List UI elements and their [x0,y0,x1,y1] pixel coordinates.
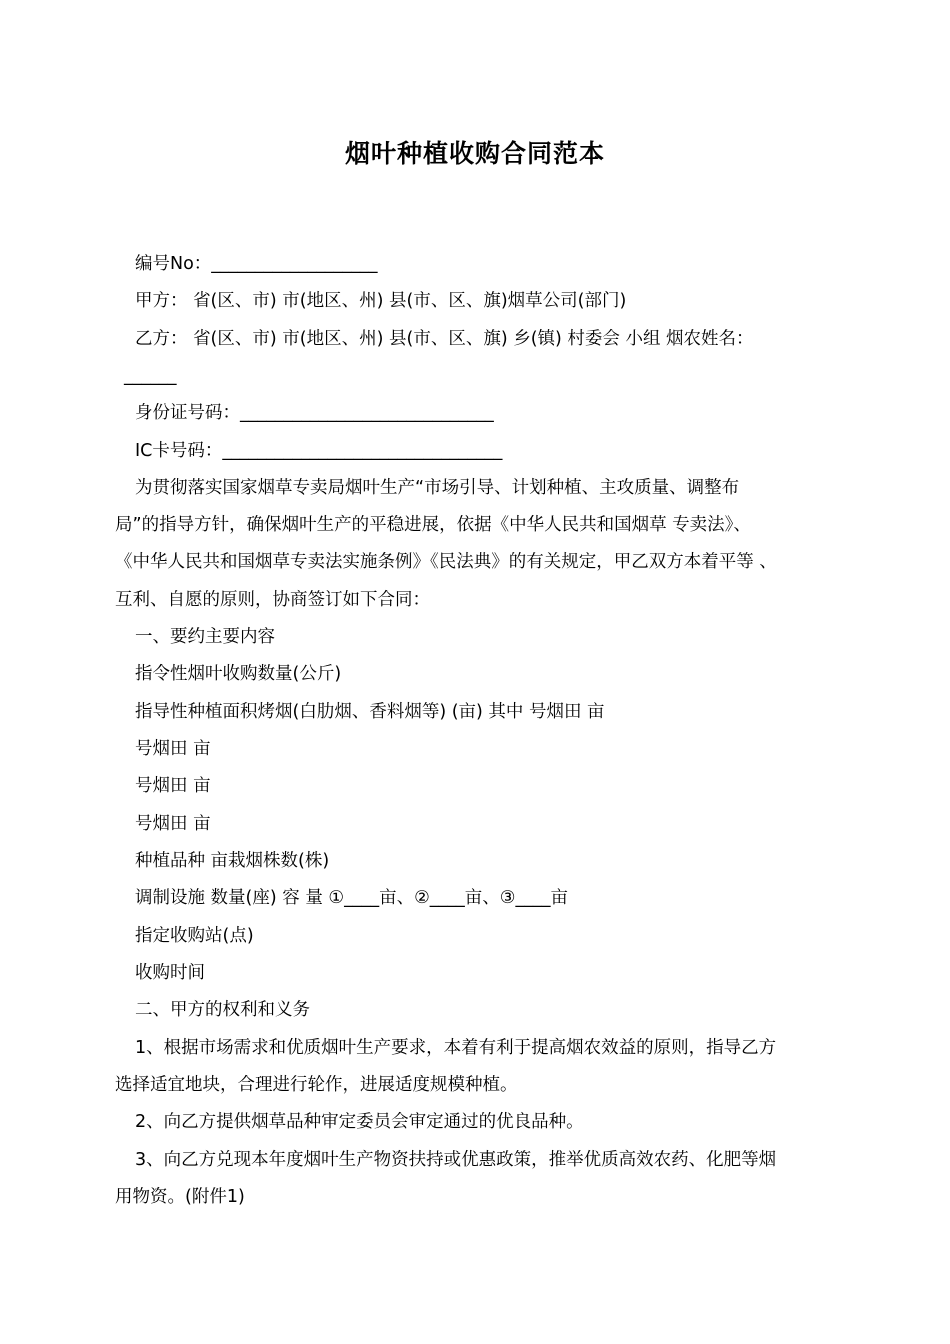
section-heading-2: 二、甲方的权利和义务 [135,1000,310,1020]
offer-item: 号烟田 亩 [135,814,211,834]
preamble-line-3: 《中华人民共和国烟草专卖法实施条例》《民法典》的有关规定，甲乙双方本着平等 、 [115,552,777,572]
offer-item: 指定收购站(点) [135,926,254,946]
party-b-line: 乙方： 省(区、市) 市(地区、州) 县(市、区、旗) 乡(镇) 村委会 小组 烟农姓名： [135,329,754,349]
ic-card-line: IC卡号码：________________________________ [135,441,503,461]
offer-item: 调制设施 数量(座) 容 量 ①____亩、②____亩、③____亩 [135,888,568,908]
offer-item: 号烟田 亩 [135,776,211,796]
document-title: 烟叶种植收购合同范本 [344,139,605,168]
preamble-line-4: 互利、自愿的原则，协商签订如下合同： [115,590,430,610]
clause-3-line-2: 用物资。(附件1) [115,1187,245,1207]
offer-item: 指令性烟叶收购数量(公斤) [135,664,342,684]
party-b-name-blank: ______ [124,366,177,386]
clause-1-line-2: 选择适宜地块，合理进行轮作，进展适度规模种植。 [115,1075,518,1095]
preamble-line-2: 局”的指导方针，确保烟叶生产的平稳进展，依据《中华人民共和国烟草 专卖法》、 [115,515,751,535]
clause-1-line-1: 1、根据市场需求和优质烟叶生产要求，本着有利于提高烟农效益的原则，指导乙方 [135,1038,777,1058]
section-heading-1: 一、要约主要内容 [135,627,275,647]
preamble-line-1: 为贯彻落实国家烟草专卖局烟叶生产“市场引导、计划种植、主攻质量、调整布 [135,478,740,498]
clause-3-line-1: 3、向乙方兑现本年度烟叶生产物资扶持或优惠政策，推举优质高效农药、化肥等烟 [135,1150,777,1170]
offer-item: 种植品种 亩栽烟株数(株) [135,851,330,871]
contract-number-line: 编号No：___________________ [135,254,378,274]
party-a-line: 甲方： 省(区、市) 市(地区、州) 县(市、区、旗)烟草公司(部门) [135,291,627,311]
clause-2: 2、向乙方提供烟草品种审定委员会审定通过的优良品种。 [135,1112,584,1132]
id-number-line: 身份证号码：_____________________________ [135,403,494,423]
offer-item: 指导性种植面积烤烟(白肋烟、香料烟等) (亩) 其中 号烟田 亩 [135,702,605,722]
offer-item: 号烟田 亩 [135,739,211,759]
offer-item: 收购时间 [135,963,205,983]
